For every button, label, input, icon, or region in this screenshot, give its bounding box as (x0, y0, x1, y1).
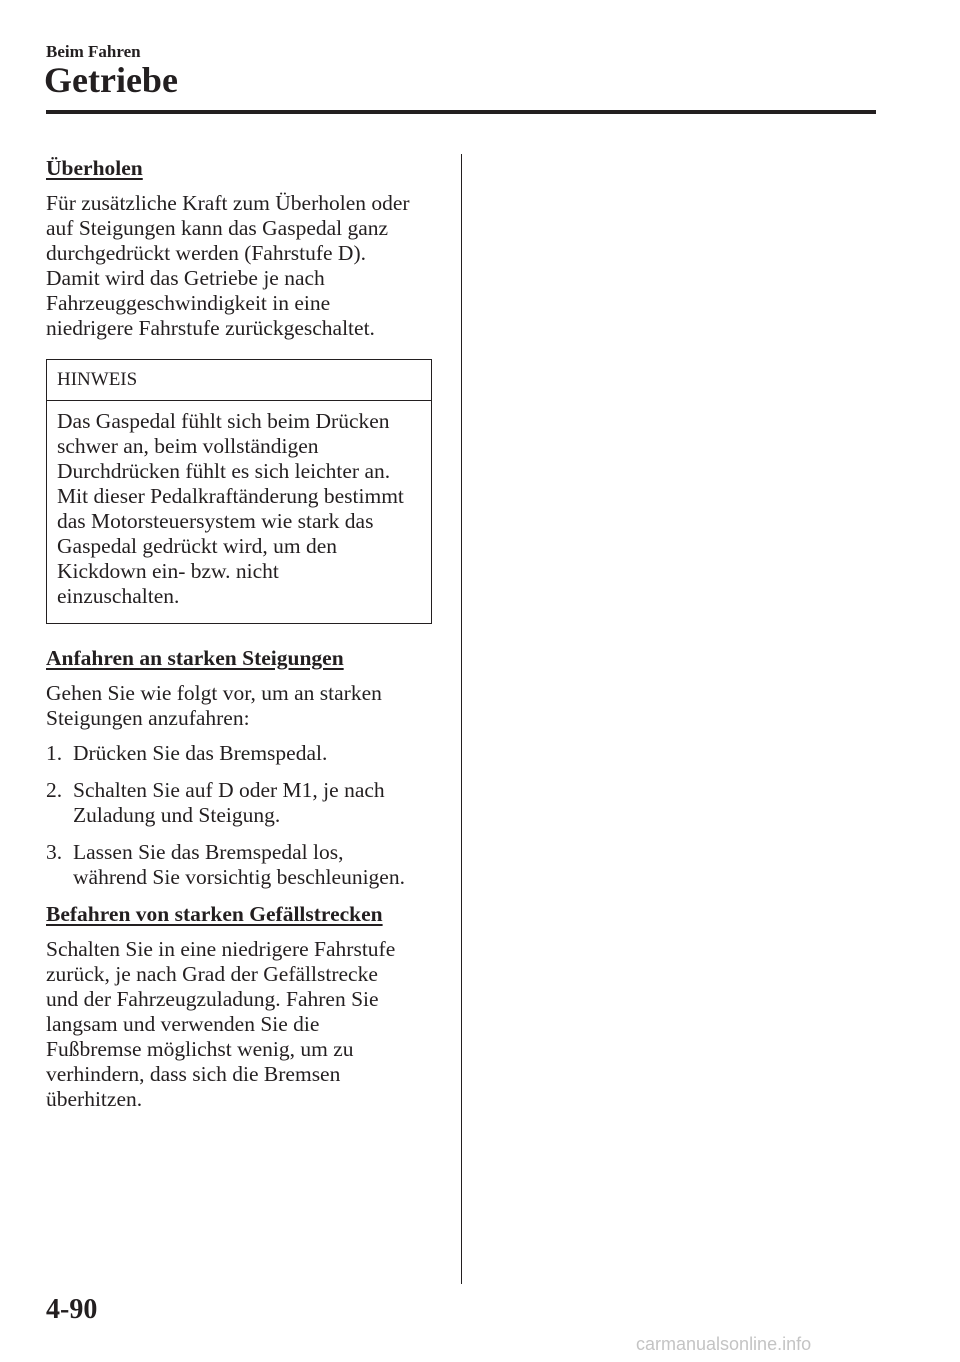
step-number: 3. (46, 840, 63, 864)
step-text: Lassen Sie das Bremspedal los, während Sie vorsichtig beschleunigen. (73, 840, 405, 889)
list-item (46, 840, 436, 890)
title-rule (46, 110, 876, 114)
steep-start-intro: Gehen Sie wie folgt vor, um an starken Steigungen anzufahren: (46, 681, 382, 730)
step-number: 1. (46, 741, 63, 765)
column-divider (461, 154, 462, 1284)
page-number: 4-90 (46, 1294, 98, 1325)
step-text: Schalten Sie auf D oder M1, je nach Zuladung und Steigung. (73, 778, 385, 827)
watermark: carmanualsonline.info (636, 1334, 812, 1354)
steep-start-section (46, 646, 436, 890)
downhill-section (46, 902, 436, 1112)
steep-start-heading: Anfahren an starken Steigungen (46, 646, 344, 670)
steps-list (46, 741, 436, 890)
downhill-heading: Befahren von starken Gefällstrecken (46, 902, 383, 926)
overtaking-text: Für zusätzliche Kraft zum Überholen oder auf Steigungen kann das Gaspedal ganz durchgedrückt werden (Fahrstufe D). Damit wird das Getriebe je nach Fahrzeuggeschwindigkeit in eine niedrigere Fahrstufe zurückgeschaltet. (46, 191, 410, 340)
step-number: 2. (46, 778, 63, 802)
list-item (46, 741, 436, 766)
list-item (46, 778, 436, 828)
section-label: Beim Fahren (46, 42, 141, 61)
note-text: Das Gaspedal fühlt sich beim Drücken schwer an, beim vollständigen Durchdrücken fühlt es sich leichter an. Mit dieser Pedalkraftänderung bestimmt das Motorsteuersystem wie stark das Gaspedal gedrückt wird, um den Kickdown ein- bzw. nicht einzuschalten. (57, 409, 404, 608)
downhill-text: Schalten Sie in eine niedrigere Fahrstufe zurück, je nach Grad der Gefällstrecke und der Fahrzeugzuladung. Fahren Sie langsam und verwenden Sie die Fußbremse möglichst wenig, um zu verhindern, dass sich die Bremsen überhitzen. (46, 937, 396, 1111)
main-column (46, 156, 436, 1112)
overtaking-section (46, 156, 436, 341)
note-label: HINWEIS (47, 360, 431, 401)
chapter-title: Getriebe (44, 60, 178, 100)
overtaking-heading: Überholen (46, 156, 143, 180)
note-box (46, 359, 432, 624)
step-text: Drücken Sie das Bremspedal. (73, 741, 328, 765)
